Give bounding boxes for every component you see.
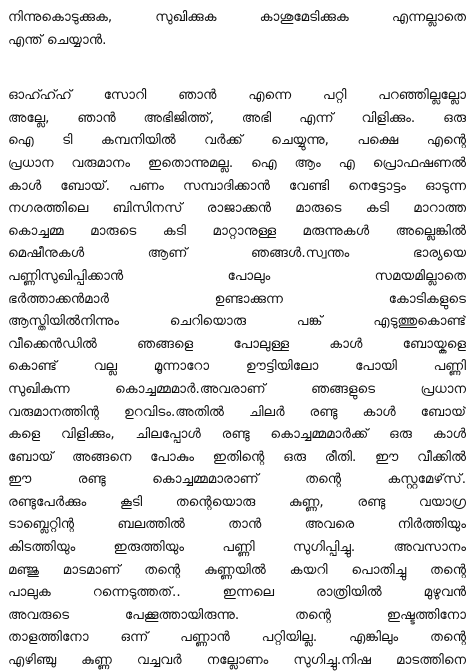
text-line: പണ്ണിസുഖിപ്പിക്കാൻ പോലും സമയമില്ലാതെ xyxy=(8,267,466,284)
text-line: താളത്തിനോ ഒന്ന് പണ്ണാൻ പറ്റിയില്ല. എങ്കിലും തന്റെ xyxy=(8,629,466,646)
text-line: മെഷീനുകൾ ആണ് ഞങ്ങൾ.സ്വന്തം ഭാര്യയെ xyxy=(8,245,466,262)
text-line: മഞ്ജു മാടമാണ് തന്റെ കുണ്ണയിൽ കയറി പൊതിച്ചു തന്റെ xyxy=(8,561,466,578)
text-line: വരുമാനത്തിന്റ ഉറവിടം.അതിൽ ചിലർ രണ്ടു കാൾ ബോയ് xyxy=(8,403,466,420)
text-line: അല്ലേ, ഞാൻ അഭിജിത്ത്, അഭി എന്ന് വിളിക്കും. ഒരു xyxy=(8,109,466,126)
text-line: പാലുക റന്നെടുത്തത്.. ഇന്നലെ രാത്രിയിൽ മുഴുവൻ xyxy=(8,584,466,601)
paragraph-gap xyxy=(8,51,466,84)
paragraph-2 xyxy=(8,84,466,671)
text-line: കിടത്തിയും ഇരുത്തിയും പണ്ണി സുഗിപ്പിച്ചു. അവസാനം xyxy=(8,539,466,556)
text-line: എന്ത് ചെയ്യാൻ. xyxy=(8,31,107,48)
text-line: രണ്ടുപേർക്കും കൂടി തന്റെയൊരു കുണ്ണ, രണ്ടു വയാഗ്ര xyxy=(8,493,466,510)
text-line: ഈ രണ്ടു കൊച്ചമ്മമാരാണ് തന്റെ കസ്റ്റമേഴ്‌സ്. xyxy=(8,471,466,488)
text-line: ഓഹ്ഹ്ഹ് സോറി ഞാൻ എന്നെ പറ്റി പറഞ്ഞില്ലല്ലോ xyxy=(8,87,466,104)
text-line: ബോയ് അങ്ങനെ പോകും ഇതിന്റെ ഒരു രീതി. ഈ വീക്കിൽ xyxy=(8,448,466,465)
text-line: വീക്കെൻഡിൽ ഞങ്ങളെ പോലുള്ള കാൾ ബോയ്കളെ xyxy=(8,335,466,352)
text-line: അവരുടെ പേക്കൂത്തായിരുന്നു. തന്റെ ഇഷ്ടത്തിനോ xyxy=(8,606,466,623)
text-line: സുഖികുന്ന കൊച്ചമ്മമാർ.അവരാണ് ഞങ്ങളുടെ പ്രധാന xyxy=(8,380,466,397)
text-line: ടാബ്ലെറ്റിന്റ ബലത്തിൽ താൻ അവരെ നിർത്തിയും xyxy=(8,516,466,533)
text-line: ആസ്തിയിൽനിന്നും ചെറിയൊരു പങ്ക് എടുത്തുകൊണ്ട് xyxy=(8,313,466,330)
text-line: കൊച്ചമ്മ മാരുടെ കടി മാറ്റാനുള്ള മരുന്നുകൾ അല്ലെങ്കിൽ xyxy=(8,222,466,239)
text-line: ഐ ടി കമ്പനിയിൽ വർക്ക് ചെയ്യുന്നു, പക്ഷെ എന്റെ xyxy=(8,132,466,149)
paragraph-1 xyxy=(8,6,466,51)
text-line: എഴിഞ്ചു കുണ്ണ വച്ചവർ നല്ലോണം സുഗിച്ചു.നിഷ മാടത്തിനെ xyxy=(8,652,466,669)
text-line: നഗരത്തിലെ ബിസിനസ് രാജാക്കൻ മാരുടെ കടി മാറാത്ത xyxy=(8,200,466,217)
text-line: കാൾ ബോയ്. പണം സമ്പാദിക്കാൻ വേണ്ടി നെട്ടോട്ടം ഓടുന്ന xyxy=(8,177,466,194)
text-line: പ്രധാന വരുമാനം ഇതൊന്നുമല്ല. ഐ ആം എ പ്രൊഫഷണൽ xyxy=(8,154,466,171)
text-line: കൊണ്ട് വല്ല മൂന്നാറോ ഊട്ടിയിലോ പോയി പണ്ണി xyxy=(8,358,466,375)
text-line: കളെ വിളിക്കും, ചിലപ്പോൾ രണ്ടു കൊച്ചമ്മമാർക്ക് ഒരു കാൾ xyxy=(8,426,466,443)
text-line: നിന്നുകൊടുക്കുക, സുഖിക്കുക കാശുമേടിക്കുക എന്നല്ലാതെ xyxy=(8,9,466,25)
text-line: ഭർത്താക്കൻമാർ ഉണ്ടാക്കുന്ന കോടികളുടെ xyxy=(8,290,466,307)
